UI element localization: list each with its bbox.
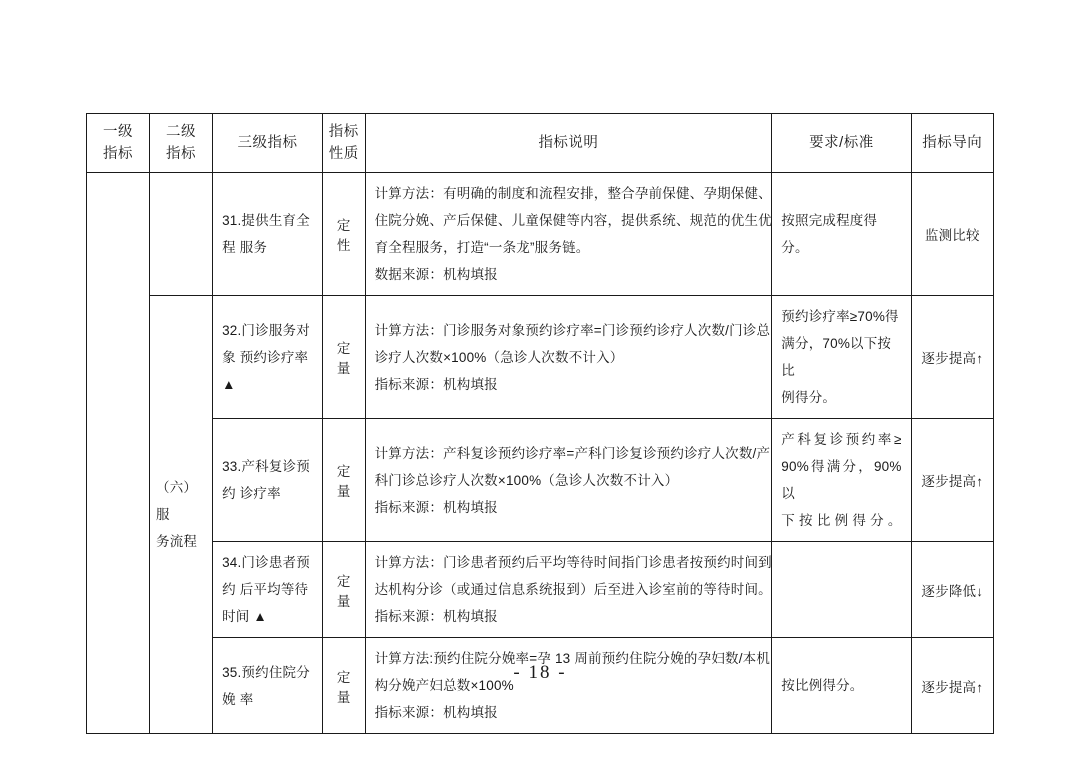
cell-nature [322,296,365,419]
level1-value [87,446,149,460]
nature-value: 定性 [336,218,351,253]
cell-direction [911,419,993,542]
cell-description [365,419,772,542]
table-row [87,542,994,638]
table-header [87,114,994,173]
cell-standard [772,419,911,542]
direction-value: 逐步降低↓ [921,583,984,599]
standard-line: 预约诊疗率≥70%得 [781,309,899,324]
cell-standard [772,638,911,734]
level3-line1: 32.门诊服务对象 [222,322,310,365]
standard-line: 下按比例得分。 [781,513,902,528]
level3-line2: 服务 [239,240,268,255]
description-line: 计算方法：有明确的制度和流程安排，整合孕前保健、孕期保健、 [374,186,772,201]
page-number: - 18 - [513,662,567,683]
cell-level3 [213,638,323,734]
header-description: 指标说明 [365,114,772,173]
description-line: 计算方法：门诊服务对象预约诊疗率=门诊预约诊疗人次数/门诊总 [374,322,771,338]
level3-line3-marker: ▲ [253,609,267,624]
description-line: 数据来源：机构填报 [374,267,498,282]
cell-description [365,542,772,638]
description-line: 计算方法:预约住院分娩率=孕 13 周前预约住院分娩的孕妇数/本机 [374,651,771,666]
description-line: 育全程服务，打造“一条龙”服务链。 [374,240,590,255]
direction-value: 逐步提高↑ [921,679,984,695]
table-body [87,173,994,734]
header-level2-line1: 二级 [166,123,197,140]
level3-line1: 34.门诊患者预约 [222,555,310,597]
header-level1 [87,114,150,173]
header-level1-line1: 一级 [103,123,134,140]
nature-value: 定量 [336,464,351,499]
cell-description [365,173,772,296]
standard-line: 满分，70%以下按比 [781,336,892,378]
header-nature-line2: 性质 [328,146,359,162]
standard-line: 按比例得分。 [781,678,864,693]
description-line: 科门诊总诊疗人次数×100%（急诊人次数不计入） [374,472,679,488]
description-line: 指标来源：机构填报 [374,609,498,624]
header-level2-line2: 指标 [166,146,197,162]
description-line: 诊疗人次数×100%（急诊人次数不计入） [374,349,624,365]
header-row [87,114,994,173]
cell-nature [322,638,365,734]
cell-level3 [213,419,323,542]
header-level2 [150,114,213,173]
description-line: 指标来源：机构填报 [374,376,498,392]
cell-standard [772,173,911,296]
cell-direction [911,173,993,296]
cell-direction [911,638,993,734]
direction-value: 逐步提高↑ [921,351,984,366]
cell-direction [911,296,993,419]
direction-value: 逐步提高↑ [921,474,984,489]
header-level3: 三级指标 [213,114,323,173]
description-line: 计算方法：门诊患者预约后平均等待时间指门诊患者按预约时间到 [374,555,772,570]
level3-line2: 率 [239,691,254,707]
standard-line: 按照完成程度得分。 [781,213,878,255]
nature-value: 定量 [336,573,351,609]
level3-line2: 后平均等待时间 [222,582,309,624]
nature-value: 定量 [336,669,351,705]
level3-line1: 31.提供生育全程 [222,213,310,255]
cell-nature [322,173,365,296]
level3-line1: 35.预约住院分娩 [222,664,310,707]
table-row [87,419,994,542]
cell-description [365,296,772,419]
level3-line2: 诊疗率 [239,486,281,501]
cell-level3 [213,296,323,419]
description-line: 住院分娩、产后保健、儿童保健等内容，提供系统、规范的优生优 [374,213,772,228]
header-nature [322,114,365,173]
level2-group-line1: （六）服 [156,480,198,522]
cell-level2-empty [150,173,213,296]
indicator-table-container [86,113,994,734]
level3-line1: 33.产科复诊预约 [222,459,310,501]
header-direction: 指标导向 [911,114,993,173]
table-row [87,638,994,734]
standard-line: 产科复诊预约率≥ [781,432,902,447]
table-row [87,296,994,419]
level2-group-line2: 务流程 [156,534,198,549]
indicator-table [86,113,994,734]
header-nature-line1: 指标 [328,123,359,140]
standard-line: 例得分。 [781,390,837,405]
cell-level3 [213,173,323,296]
cell-level1 [87,173,150,734]
level3-line2: 预约诊疗率▲ [222,349,309,392]
cell-description [365,638,772,734]
description-line: 指标来源：机构填报 [374,499,498,515]
header-standard: 要求/标准 [772,114,911,173]
header-level1-line2: 指标 [103,146,134,162]
cell-nature [322,419,365,542]
cell-direction [911,542,993,638]
cell-nature [322,542,365,638]
standard-line: 90%得满分，90%以 [781,459,902,501]
cell-level3 [213,542,323,638]
description-line: 构分娩产妇总数×100% [374,678,514,693]
description-line: 指标来源：机构填报 [374,705,498,720]
cell-standard-empty [772,542,911,638]
table-row [87,173,994,296]
description-line: 达机构分诊（或通过信息系统报到）后至进入诊室前的等待时间。 [374,582,772,597]
direction-value: 监测比较 [924,228,980,243]
cell-standard [772,296,911,419]
description-line: 计算方法：产科复诊预约诊疗率=产科门诊复诊预约诊疗人次数/产 [374,445,771,461]
nature-value: 定量 [336,341,351,376]
